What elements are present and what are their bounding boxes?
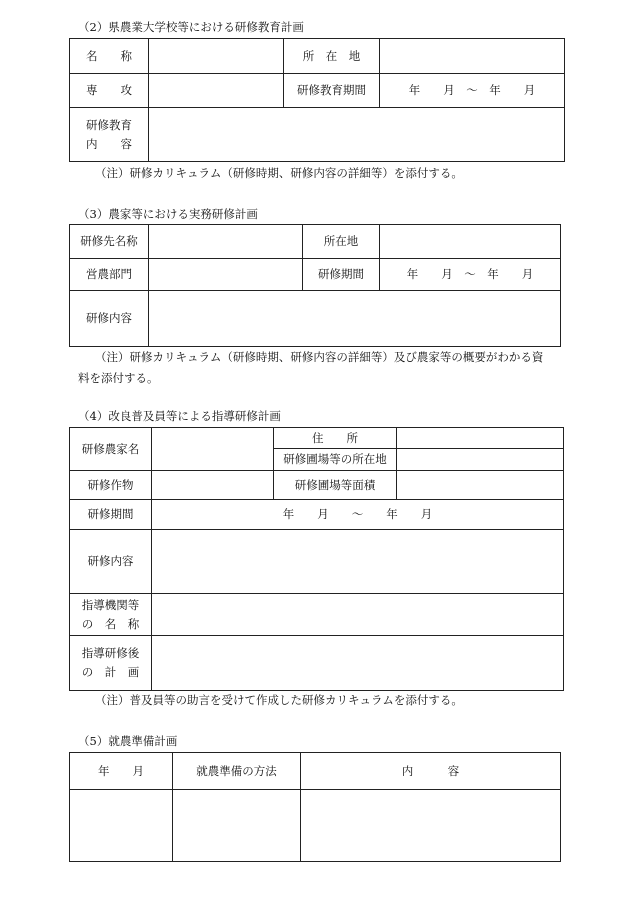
address-value[interactable] <box>397 428 564 449</box>
trainee-label: 研修先名称 <box>70 225 149 259</box>
section5-table <box>69 752 561 862</box>
period-label: 研修教育期間 <box>284 74 380 108</box>
farmer-value[interactable] <box>152 428 274 471</box>
section3-table <box>69 224 561 347</box>
major-value[interactable] <box>149 74 284 108</box>
location-label: 所 在 地 <box>284 39 380 74</box>
trainee-value[interactable] <box>149 225 303 259</box>
section2-table <box>69 38 565 162</box>
agency-value[interactable] <box>152 594 564 636</box>
content-value[interactable] <box>149 291 561 347</box>
after-label-line2: の 計 画 <box>81 665 140 679</box>
col-content-header: 内 容 <box>301 753 561 790</box>
after-value[interactable] <box>152 636 564 691</box>
farmer-label: 研修農家名 <box>70 428 152 471</box>
crop-label: 研修作物 <box>70 471 152 500</box>
period-value[interactable]: 年 月 ～ 年 月 <box>380 74 565 108</box>
field-area-value[interactable] <box>397 471 564 500</box>
section3-note-line2: 料を添付する。 <box>78 371 159 385</box>
content-label <box>70 108 149 162</box>
section2-heading: （2）県農業大学校等における研修教育計画 <box>78 20 304 34</box>
major-label: 専 攻 <box>70 74 149 108</box>
section3-heading: （3）農家等における実務研修計画 <box>78 207 258 221</box>
content-label: 研修内容 <box>70 291 149 347</box>
agency-label-line2: の 名 称 <box>81 616 140 631</box>
crop-value[interactable] <box>152 471 274 500</box>
content-value[interactable] <box>152 530 564 594</box>
content-label-line2: 内 容 <box>86 136 132 151</box>
period-label: 研修期間 <box>70 500 152 530</box>
field-area-label: 研修圃場等面積 <box>274 471 397 500</box>
location-label: 所在地 <box>303 225 380 259</box>
name-value[interactable] <box>149 39 284 74</box>
section4-heading: （4）改良普及員等による指導研修計画 <box>78 409 281 423</box>
section4-table <box>69 427 564 691</box>
content-label-line1: 研修教育 <box>86 117 132 132</box>
field-location-label: 研修圃場等の所在地 <box>274 449 397 471</box>
period-value[interactable]: 年 月 ～ 年 月 <box>380 259 561 291</box>
address-label: 住 所 <box>274 428 397 449</box>
section4-note: （注）普及員等の助言を受けて作成した研修カリキュラムを添付する。 <box>95 693 463 707</box>
period-label: 研修期間 <box>303 259 380 291</box>
content-value[interactable] <box>301 790 561 862</box>
section2-note: （注）研修カリキュラム（研修時期、研修内容の詳細等）を添付する。 <box>95 166 463 180</box>
content-value[interactable] <box>149 108 565 162</box>
name-label: 名 称 <box>70 39 149 74</box>
col-date-header: 年 月 <box>70 753 173 790</box>
date-value[interactable] <box>70 790 173 862</box>
agency-label-line1: 指導機関等 <box>81 597 140 612</box>
section5-heading: （5）就農準備計画 <box>78 734 178 748</box>
method-value[interactable] <box>173 790 301 862</box>
location-value[interactable] <box>380 39 565 74</box>
dept-value[interactable] <box>149 259 303 291</box>
location-value[interactable] <box>380 225 561 259</box>
period-value[interactable]: 年 月 ～ 年 月 <box>152 500 564 530</box>
after-label <box>70 636 152 691</box>
section3-note-line1: （注）研修カリキュラム（研修時期、研修内容の詳細等）及び農家等の概要がわかる資 <box>95 350 544 364</box>
dept-label: 営農部門 <box>70 259 149 291</box>
agency-label <box>70 594 152 636</box>
field-location-value[interactable] <box>397 449 564 471</box>
content-label: 研修内容 <box>70 530 152 594</box>
col-method-header: 就農準備の方法 <box>173 753 301 790</box>
after-label-line1: 指導研修後 <box>81 646 140 660</box>
